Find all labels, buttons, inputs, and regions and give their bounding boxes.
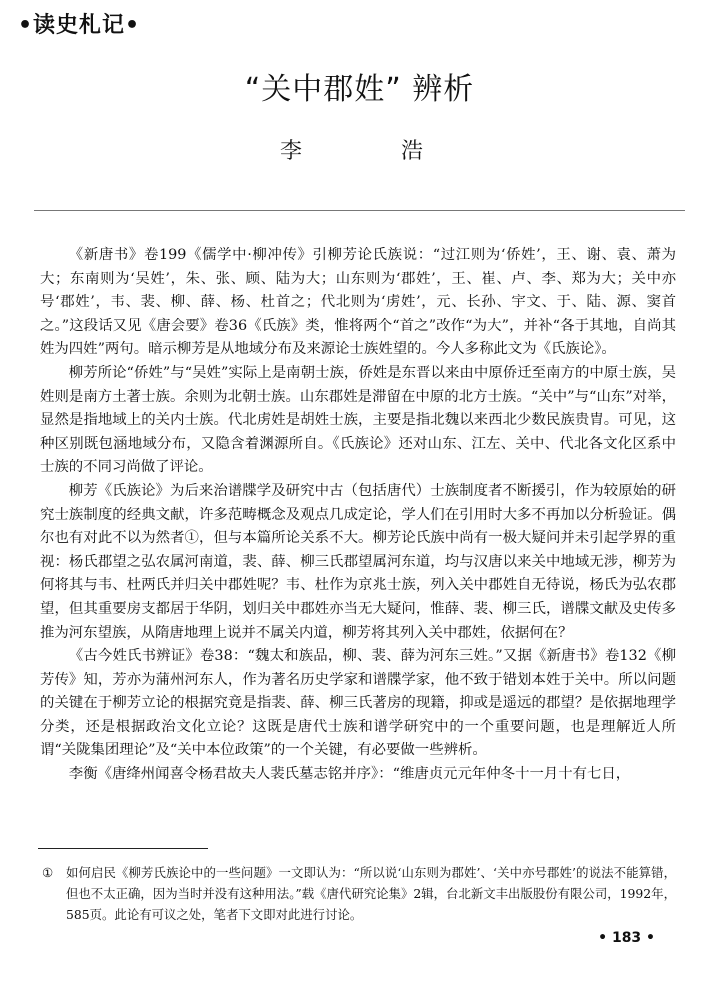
footnote-marker: ① [42,865,54,880]
paragraph: 柳芳所论“侨姓”与“吴姓”实际上是南朝士族，侨姓是东晋以来由中原侨迁至南方的中原士族，吴姓则是南方土著士族。余则为北朝士族。山东郡姓是滞留在中原的北方士族。“关中”与“山东”对举，显然是指地域上的关内士族。代北虏姓是胡姓士族，主要是指北魏以来西北少数民族贵胄。可见，这种区别既包涵地域分布，又隐含着渊源所自。《氏族论》还对山东、江左、关中、代北各文化区系中士族的不同习尚做了评论。 [40,364,676,476]
article-body [40,244,676,787]
section-tag: •读史札记• [18,13,141,38]
article-title: “关中郡姓” 辨析 [244,72,475,107]
page-number: • 183 • [598,930,655,946]
paragraph: 《新唐书》卷199《儒学中·柳冲传》引柳芳论氏族说：“过江则为‘侨姓’，王、谢、袁、萧为大；东南则为‘吴姓’，朱、张、顾、陆为大；山东则为‘郡姓’，王、崔、卢、李、郑为大；关中亦号‘郡姓’，韦、裴、柳、薛、杨、杜首之；代北则为‘虏姓’，元、长孙、宇文、于、陆、源、窦首之。”这段话又见《唐会要》卷36《氏族》类，惟将两个“首之”改作“为大”，并补“各于其地，自尚其姓为四姓”两句。暗示柳芳是从地域分布及来源论士族姓望的。今人多称此文为《氏族论》。 [40,247,676,358]
footnote [42,862,676,925]
author-name: 李 浩 [280,139,469,164]
footnote-divider [38,848,208,849]
paragraph: 柳芳《氏族论》为后来治谱牒学及研究中古（包括唐代）士族制度者不断援引，作为较原始的研究士族制度的经典文献，许多范畴概念及观点几成定论，学人们在引用时大多不再加以分析验证。偶尔也有对此不以为然者①，但与本篇所论关系不大。柳芳论氏族中尚有一极大疑问并未引起学界的重视：杨氏郡望之弘农属河南道，裴、薛、柳三氏郡望属河东道，均与汉唐以来关中地域无涉，柳芳为何将其与韦、杜两氏并归关中郡姓呢？韦、杜作为京兆士族，列入关中郡姓自无待说，杨氏为弘农郡望，但其重要房支都居于华阴，划归关中郡姓亦当无大疑问，惟薛、裴、柳三氏，谱牒文献及史传多推为河东望族，从隋唐地理上说并不属关内道，柳芳将其列入关中郡姓，依据何在？ [40,482,676,641]
title-divider [34,210,685,211]
paragraph: 《古今姓氏书辨证》卷38：“魏太和族品，柳、裴、薛为河东三姓。”又据《新唐书》卷132《柳芳传》知，芳亦为蒲州河东人，作为著名历史学家和谱牒学家，他不致于错划本姓于关中。所以问题的关键在于柳芳立论的根据究竟是指裴、薛、柳三氏著房的现籍，抑或是遥远的郡望？是依据地理学分类，还是根据政治文化立论？这既是唐代士族和谱学研究中的一个重要问题，也是理解近人所谓“关陇集团理论”及“关中本位政策”的一个关键，有必要做一些辨析。 [40,648,676,759]
footnote-text: 如何启民《柳芳氏族论中的一些问题》一文即认为：“所以说‘山东则为郡姓’、‘关中亦号郡姓’的说法不能算错，但也不太正确，因为当时并没有这种用法。”载《唐代研究论集》2辑，台北新文丰出版股份有限公司，1992年，585页。此论有可议之处，笔者下文即对此进行讨论。 [66,865,676,922]
paragraph: 李衡《唐绛州闻喜令杨君故夫人裴氏墓志铭并序》：“维唐贞元元年仲冬十一月十有七日， [68,766,631,783]
